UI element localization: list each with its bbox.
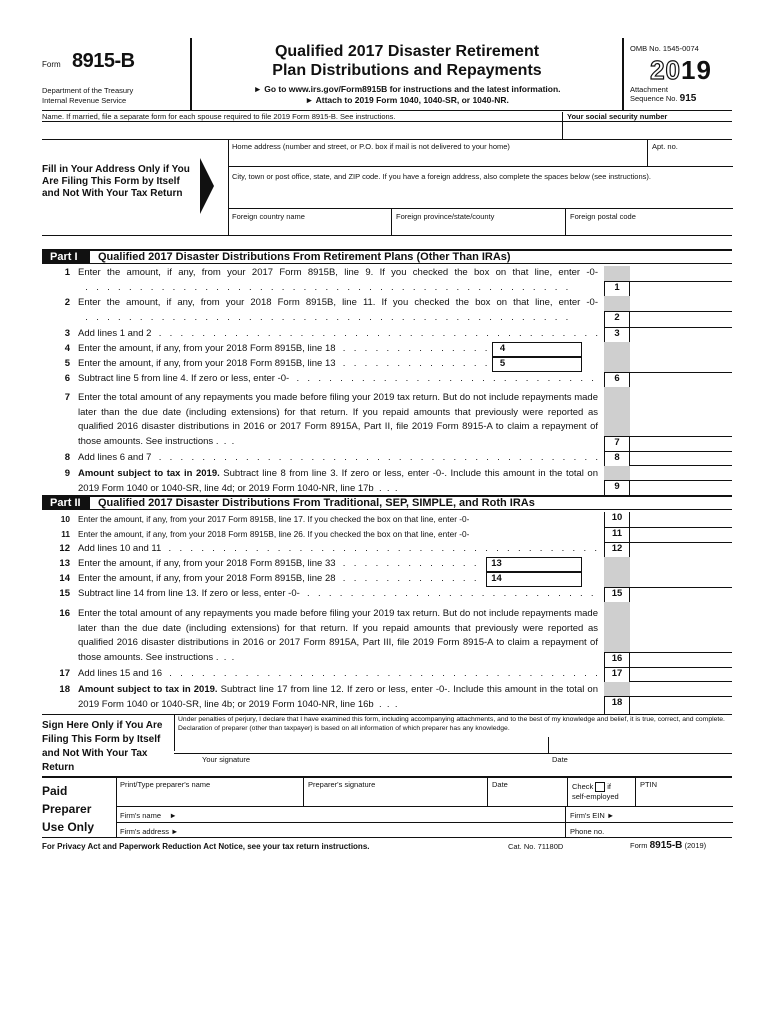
- box-label: 15: [604, 587, 630, 602]
- line-text-bold: Amount subject to tax in 2019.: [78, 468, 220, 479]
- check-label: Check: [572, 782, 594, 791]
- attachment-label: Attachment: [630, 85, 668, 94]
- arrow-icon: ►: [606, 811, 615, 820]
- amount-field-17[interactable]: [630, 667, 732, 682]
- sign-here-note: Sign Here Only if You Are Filing This Form by Itself and Not With Your Tax Return: [42, 720, 163, 773]
- amount-field-14[interactable]: [506, 572, 582, 587]
- leader-dots: [336, 573, 480, 584]
- sequence-number: 915: [679, 93, 697, 104]
- box-label: 1: [604, 281, 630, 296]
- divider: [565, 208, 566, 236]
- footer-form-number: 8915-B: [649, 840, 683, 851]
- line-17: [42, 667, 602, 682]
- line-number: 11: [61, 529, 70, 539]
- line-number: 5: [64, 358, 70, 369]
- preparer-date-field[interactable]: Date: [492, 780, 508, 789]
- foreign-country-field[interactable]: Foreign country name: [232, 212, 305, 221]
- arrow-right-icon: [200, 158, 214, 214]
- line-number: 7: [64, 392, 70, 403]
- box-label: 14: [486, 572, 506, 587]
- line-number: 16: [59, 608, 70, 619]
- firm-address-label: Firm's address: [120, 827, 169, 836]
- line-text-content: Subtract line 8 from line 3. If zero or less, enter -0-. Include this amount in the total on 2019 Form 1040 or 1040-SR, line 4d; or 2019 Form 1040-NR, line 17b: [78, 468, 599, 494]
- line-1: [42, 266, 602, 296]
- foreign-postal-field[interactable]: Foreign postal code: [570, 212, 636, 221]
- box-label: 9: [604, 480, 630, 495]
- line-text-content: Add lines 1 and 2: [78, 328, 152, 339]
- box-label: 16: [604, 652, 630, 667]
- line-text-bold: Amount subject to tax in 2019.: [78, 684, 218, 695]
- ssn-field[interactable]: Your social security number: [562, 112, 667, 140]
- amount-field-3[interactable]: [630, 327, 732, 342]
- amount-field-12[interactable]: [630, 542, 732, 557]
- line-text-content: Enter the amount, if any, from your 2017 Form 8915B, line 9. If you checked the box on that line, enter -0-: [78, 267, 598, 278]
- firm-name-field[interactable]: [117, 809, 557, 822]
- part2-title: Qualified 2017 Disaster Distributions From Traditional, SEP, SIMPLE, and Roth IRAs: [98, 497, 535, 509]
- address-grid: [228, 140, 732, 236]
- title-line2: Plan Distributions and Repayments: [272, 62, 542, 79]
- line-number: 13: [59, 558, 70, 569]
- city-field[interactable]: City, town or post office, state, and ZIP code. If you have a foreign address, also complete the spaces below (see instructions).: [232, 172, 651, 181]
- box-label: 2: [604, 311, 630, 327]
- form-word: Form: [42, 60, 61, 69]
- amount-field-13[interactable]: [506, 557, 582, 572]
- fill-address-note: Fill in Your Address Only if You Are Filing This Form by Itself and Not With Your Tax Return: [42, 164, 190, 199]
- line-text: [78, 342, 488, 357]
- instructions: [192, 84, 622, 106]
- box-label: 18: [604, 696, 630, 714]
- line-text: Enter the amount, if any, from your 2017 Form 8915B, line 17. If you checked the box on that line, enter -0-: [78, 514, 470, 524]
- amount-field-5[interactable]: [512, 357, 582, 372]
- home-address-field[interactable]: Home address (number and street, or P.O. box if mail is not delivered to your home): [232, 142, 510, 151]
- line-text-content: Add lines 15 and 16: [78, 668, 162, 679]
- line-10: [42, 512, 602, 527]
- line-12: [42, 542, 602, 557]
- penalty-statement: Under penalties of perjury, I declare that I have examined this form, including accompanying attachments, and to the best of my knowledge and belief, it is true, correct, and complete. Declaration of preparer (other than taxpayer) is based on all information of which preparer has any knowledge.: [174, 715, 732, 751]
- line-text-content: Enter the amount, if any, from your 2018 Form 8915B, line 28: [78, 573, 336, 584]
- leader-dots: [336, 558, 480, 569]
- line-number: 10: [60, 514, 70, 524]
- divider: [117, 822, 733, 823]
- line-text-content: Add lines 6 and 7: [78, 452, 152, 463]
- line-number: 18: [59, 684, 70, 695]
- name-row[interactable]: [42, 110, 732, 140]
- part2-header: [42, 495, 732, 510]
- line-text: [78, 266, 598, 295]
- preparer-signature-field[interactable]: Preparer's signature: [308, 780, 376, 789]
- footer-year: (2019): [684, 841, 707, 850]
- divider: [487, 778, 488, 806]
- firm-name-label: Firm's name: [120, 811, 162, 820]
- if-label: if: [607, 782, 612, 791]
- line-text: Enter the total amount of any repayments you made before filing your 2019 tax return. But do not include repayments made later than the due date (including extensions) for that return. If you repaid amounts that previously were reported as qualified 2016 disaster distributions in 2016 or 2017 Form 8915A, Part II, file 2019 Form 8915-A to claim a repayment of those amounts. See instructions . . .: [78, 392, 598, 447]
- shaded-cell: [604, 342, 630, 372]
- leader-dots: [151, 452, 598, 463]
- divider: [174, 753, 732, 754]
- sign-section: [42, 714, 732, 776]
- amount-field-11[interactable]: [630, 527, 732, 542]
- line-7: [42, 391, 602, 451]
- instruction-line2: ► Attach to 2019 Form 1040, 1040-SR, or 1040-NR.: [305, 95, 509, 105]
- tax-year: [630, 57, 732, 83]
- year-solid: 19: [681, 55, 712, 85]
- box-label: 8: [604, 451, 630, 466]
- part1-header: [42, 249, 732, 264]
- privacy-notice: For Privacy Act and Paperwork Reduction Act Notice, see your tax return instructions.: [42, 842, 370, 851]
- line-text-content: Enter the total amount of any repayments you made before filing your 2019 tax return. But do not include repayments made later than the due date (including extensions) for that return. If you repaid amounts that previously were reported as qualified 2016 disaster distributions in 2016 or 2017 Form 8915A, Part II, file 2019 Form 8915-A to claim a repayment of those amounts. See instructions: [78, 392, 598, 447]
- sign-date-label: Date: [552, 755, 568, 764]
- leader-dots: [161, 543, 598, 554]
- footer: [42, 840, 732, 854]
- line-text-content: Enter the total amount of any repayments you made before filing your 2019 tax return. But do not include repayments made later than the due date (including extensions) for that return. If you repaid amounts that previously were reported as qualified 2016 disaster distributions in 2016 or 2017 Form 8915A, Part III, file 2019 Form 8915-A to claim a repayment of those amounts. See instructions: [78, 608, 598, 663]
- shaded-cell: [604, 602, 630, 652]
- line-text-content: Add lines 10 and 11: [78, 543, 162, 554]
- line-text-content: Enter the amount, if any, from your 2018 Form 8915B, line 33: [78, 558, 336, 569]
- line-8: [42, 451, 602, 466]
- form-8915b: [42, 38, 732, 856]
- ptin-field[interactable]: PTIN: [640, 780, 658, 789]
- form-title: [192, 38, 622, 80]
- box-label: 11: [604, 527, 630, 542]
- line-3: [42, 327, 602, 342]
- department: [42, 86, 133, 106]
- line-text: [78, 542, 598, 557]
- box-label: 3: [604, 327, 630, 342]
- line-15: [42, 587, 602, 602]
- box-label: 4: [492, 342, 512, 357]
- line-text-content: Subtract line 14 from line 13. If zero or less, enter -0-: [78, 588, 300, 599]
- amount-field-18[interactable]: [630, 696, 732, 714]
- phone-field[interactable]: Phone no.: [570, 827, 605, 836]
- leader-dots: [78, 282, 569, 293]
- omb-block: [622, 38, 732, 110]
- part1-title: Qualified 2017 Disaster Distributions From Retirement Plans (Other Than IRAs): [98, 251, 511, 263]
- self-employed-label: self-employed: [572, 792, 619, 802]
- leader-dots: [289, 373, 598, 384]
- leader-dots: [162, 668, 598, 679]
- line-text-content: Subtract line 17 from line 12. If zero or less, enter -0-. Include this amount in the total on 2019 Form 1040 or 1040-SR, line 4b; or 2019 Form 1040-NR, line 16b: [78, 684, 599, 710]
- preparer-grid: [116, 778, 732, 838]
- line-11: [42, 527, 602, 542]
- box-label: 17: [604, 667, 630, 682]
- year-outline: 20: [650, 55, 681, 85]
- line-number: 12: [59, 543, 70, 554]
- part2-tag: Part II: [42, 497, 90, 510]
- leader-dots: [336, 358, 488, 369]
- line-text-content: Enter the amount, if any, from your 2018 Form 8915B, line 13: [78, 358, 336, 369]
- footer-form-word: Form: [630, 841, 648, 850]
- divider: [647, 140, 648, 166]
- amount-field-9[interactable]: [630, 480, 732, 495]
- divider: [635, 778, 636, 806]
- shaded-cell: [604, 296, 630, 311]
- line-text-content: Enter the amount, if any, from your 2018 Form 8915B, line 11. If you checked the box on that line, enter -0-: [78, 297, 598, 308]
- line-number: 4: [64, 343, 70, 354]
- firm-address-field[interactable]: [117, 825, 557, 838]
- shaded-cell: [604, 557, 630, 587]
- line-18: [42, 683, 602, 713]
- line-number: 6: [64, 373, 70, 384]
- line-2: [42, 296, 602, 326]
- divider: [117, 806, 733, 807]
- part1-tag: Part I: [42, 251, 90, 264]
- line-text: [78, 372, 598, 387]
- arrow-icon: ►: [171, 827, 179, 836]
- divider: [229, 166, 733, 167]
- leader-dots: [78, 312, 569, 323]
- preparer-name-field[interactable]: Print/Type preparer's name: [120, 780, 211, 789]
- line-text: [78, 557, 480, 572]
- attachment-sequence: [630, 85, 732, 103]
- signature-field[interactable]: [182, 737, 542, 753]
- line-number: 8: [64, 452, 70, 463]
- form-id-block: [42, 38, 192, 110]
- divider: [391, 208, 392, 236]
- footer-form-id: [630, 840, 706, 851]
- line-text: Enter the total amount of any repayments you made before filing your 2019 tax return. But do not include repayments made later than the due date (including extensions) for that return. If you repaid amounts that previously were reported as qualified 2016 disaster distributions in 2016 or 2017 Form 8915A, Part III, file 2019 Form 8915-A to claim a repayment of those amounts. See instructions . . .: [78, 608, 598, 663]
- apt-field[interactable]: Apt. no.: [652, 142, 678, 151]
- leader-dots: [300, 588, 598, 599]
- box-label: 10: [611, 512, 623, 523]
- line-text: Amount subject to tax in 2019. Subtract line 8 from line 3. If zero or less, enter -0-. Include this amount in the total on 2019 Form 1040 or 1040-SR, line 4d; or 2019 Form 1040-NR, line 17b . . .: [78, 468, 599, 494]
- shaded-cell: [604, 682, 630, 696]
- amount-field-6[interactable]: [630, 372, 732, 387]
- box-label: 6: [604, 372, 630, 387]
- line-number: 2: [64, 297, 70, 308]
- amount-field-8[interactable]: [630, 451, 732, 466]
- line-text: [78, 451, 598, 466]
- line-number: 9: [64, 468, 70, 479]
- shaded-cell: [604, 466, 630, 480]
- box-label: 13: [486, 557, 506, 572]
- line-number: 14: [59, 573, 70, 584]
- foreign-province-field[interactable]: Foreign province/state/county: [396, 212, 495, 221]
- amount-field-16[interactable]: [630, 652, 732, 667]
- line-text: Enter the amount, if any, from your 2018 Form 8915B, line 26. If you checked the box on that line, enter -0-: [78, 529, 470, 539]
- amount-field-1[interactable]: [630, 281, 732, 296]
- address-block: [42, 140, 732, 236]
- amount-field-4[interactable]: [512, 342, 582, 357]
- line-text-content: Subtract line 5 from line 4. If zero or less, enter -0-: [78, 373, 290, 384]
- arrow-icon: ►: [169, 811, 177, 820]
- form-number: 8915-B: [72, 50, 135, 72]
- sequence-label: Sequence No.: [630, 94, 678, 103]
- line-text: Amount subject to tax in 2019. Subtract line 17 from line 12. If zero or less, enter -0-. Include this amount in the total on 2019 Form 1040 or 1040-SR, line 4b; or 2019 Form 1040-NR, line 16b . . .: [78, 684, 599, 710]
- divider: [567, 778, 568, 806]
- line-number: 17: [59, 668, 70, 679]
- leader-dots: [151, 328, 598, 339]
- name-label: Name. If married, file a separate form for each spouse required to file 2019 Form 8915-B. See instructions.: [42, 112, 396, 121]
- amount-field-7[interactable]: [630, 436, 732, 451]
- box-label: 12: [604, 542, 630, 557]
- line-text: [78, 587, 598, 602]
- amount-field-15[interactable]: [630, 587, 732, 602]
- self-employed-checkbox[interactable]: [595, 782, 605, 792]
- line-16: [42, 607, 602, 667]
- amount-field-2[interactable]: [630, 311, 732, 327]
- sign-date-field[interactable]: [550, 737, 730, 753]
- line-text-content: Enter the amount, if any, from your 2018 Form 8915B, line 18: [78, 343, 336, 354]
- divider: [548, 737, 549, 753]
- paid-preparer-section: [42, 776, 732, 838]
- title-block: [192, 38, 622, 110]
- shaded-cell: [604, 387, 630, 437]
- line-text: [78, 357, 488, 372]
- firm-ein-label: Firm's EIN: [570, 811, 605, 820]
- line-number: 3: [64, 328, 70, 339]
- line-6: [42, 372, 602, 387]
- instruction-line1: ► Go to www.irs.gov/Form8915B for instructions and the latest information.: [253, 84, 561, 94]
- box-label: 7: [604, 436, 630, 451]
- leader-dots: [336, 343, 488, 354]
- divider: [229, 208, 733, 209]
- line-9: [42, 467, 602, 497]
- divider: [303, 778, 304, 806]
- line-number: 1: [64, 267, 70, 278]
- line-text: [78, 572, 480, 587]
- line-number: 15: [59, 588, 70, 599]
- signature-label: Your signature: [202, 755, 251, 764]
- line-text: [78, 327, 598, 342]
- department-line1: Department of the Treasury: [42, 86, 134, 95]
- title-line1: Qualified 2017 Disaster Retirement: [274, 43, 540, 60]
- line-text: [78, 667, 598, 682]
- omb-number: OMB No. 1545-0074: [630, 44, 699, 53]
- line-text: [78, 296, 598, 325]
- firm-ein-field[interactable]: [567, 809, 733, 822]
- department-line2: Internal Revenue Service: [42, 96, 127, 105]
- shaded-cell: [604, 266, 630, 281]
- amount-field-10[interactable]: [630, 512, 732, 527]
- catalog-number: Cat. No. 71180D: [508, 842, 564, 851]
- box-label: 5: [492, 357, 512, 372]
- paid-preparer-label: Paid Preparer Use Only: [42, 784, 95, 834]
- self-employed-check: [569, 780, 635, 803]
